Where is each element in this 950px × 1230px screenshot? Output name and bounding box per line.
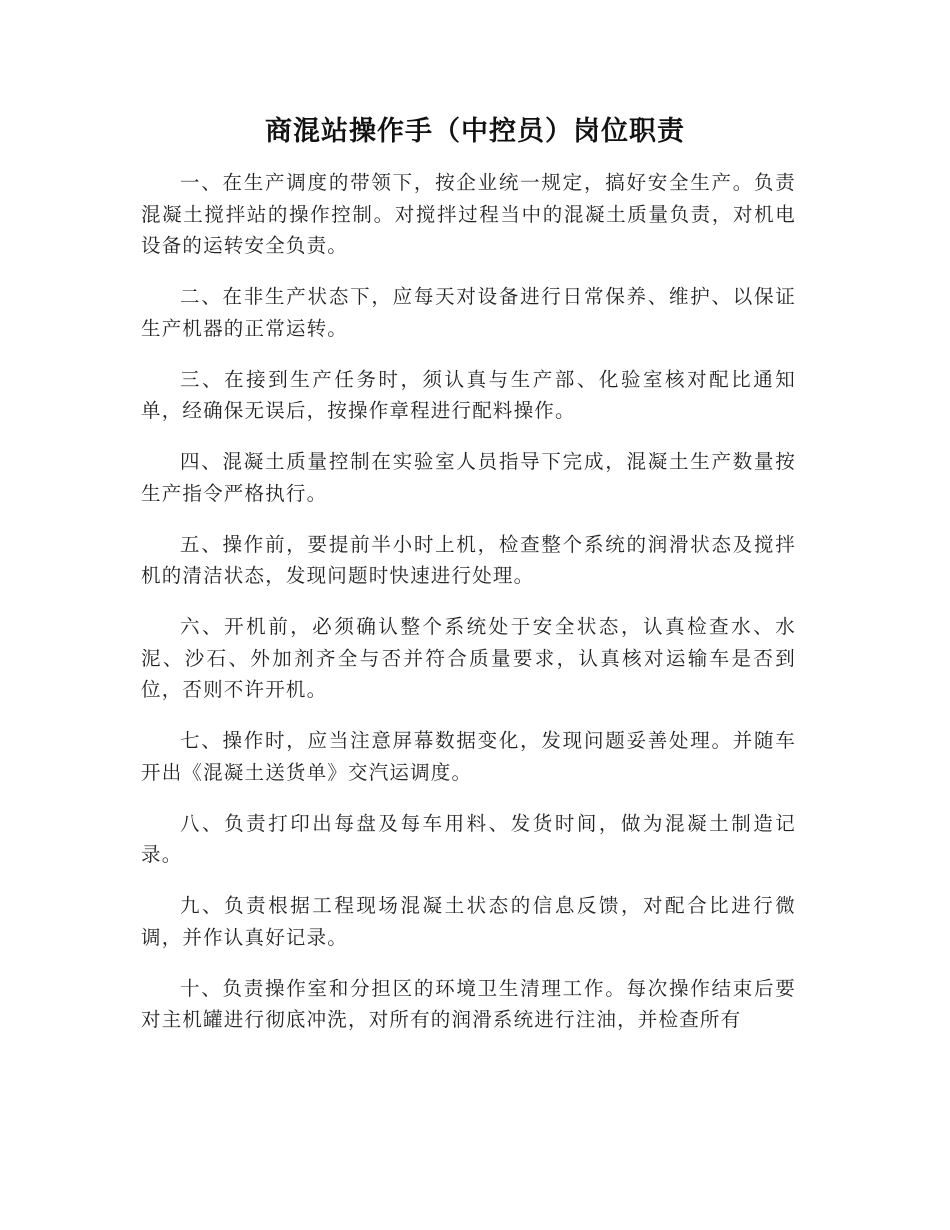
paragraph-3: 三、在接到生产任务时，须认真与生产部、化验室核对配比通知单，经确保无误后，按操作章程进行配料操作。 <box>141 367 796 422</box>
document-body <box>141 167 796 1055</box>
paragraph-10: 十、负责操作室和分担区的环境卫生清理工作。每次操作结束后要对主机罐进行彻底冲洗，对所有的润滑系统进行注油，并检查所有 <box>141 976 796 1031</box>
paragraph-7: 七、操作时，应当注意屏幕数据变化，发现问题妥善处理。并随车开出《混凝土送货单》交汽运调度。 <box>141 729 796 784</box>
paragraph-2: 二、在非生产状态下，应每天对设备进行日常保养、维护、以保证生产机器的正常运转。 <box>141 285 796 340</box>
paragraph-9: 九、负责根据工程现场混凝土状态的信息反馈，对配合比进行微调，并作认真好记录。 <box>141 894 796 949</box>
document-title: 商混站操作手（中控员）岗位职责 <box>265 116 685 147</box>
paragraph-4: 四、混凝土质量控制在实验室人员指导下完成，混凝土生产数量按生产指令严格执行。 <box>141 450 796 505</box>
paragraph-1: 一、在生产调度的带领下，按企业统一规定，搞好安全生产。负责混凝土搅拌站的操作控制。对搅拌过程当中的混凝土质量负责，对机电设备的运转安全负责。 <box>141 171 796 257</box>
paragraph-6: 六、开机前，必须确认整个系统处于安全状态，认真检查水、水泥、沙石、外加剂齐全与否并符合质量要求，认真核对运输车是否到位，否则不许开机。 <box>141 615 796 701</box>
paragraph-8: 八、负责打印出每盘及每车用料、发货时间，做为混凝土制造记录。 <box>141 811 796 866</box>
paragraph-5: 五、操作前，要提前半小时上机，检查整个系统的润滑状态及搅拌机的清洁状态，发现问题时快速进行处理。 <box>141 532 796 587</box>
